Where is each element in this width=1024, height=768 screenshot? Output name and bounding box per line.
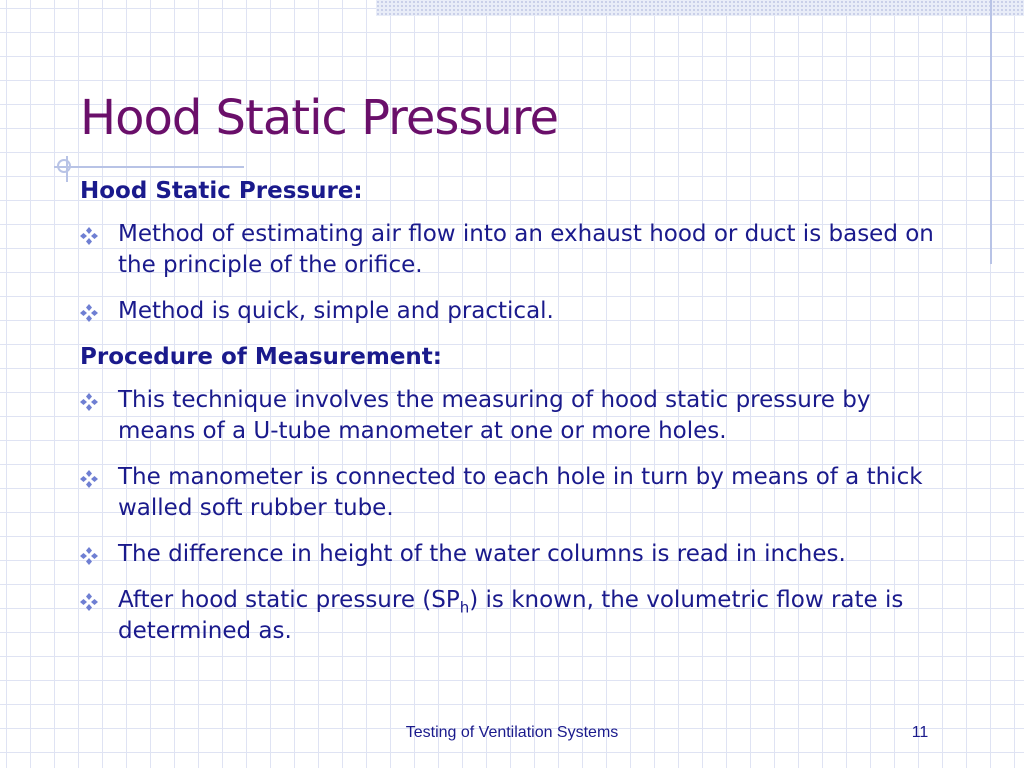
slide-title: Hood Static Pressure xyxy=(80,90,559,146)
bullet-text xyxy=(118,587,903,644)
four-diamond-bullet-icon xyxy=(80,393,98,411)
bullet-text-part: After hood static pressure (SP xyxy=(118,587,460,613)
subscript-h: h xyxy=(459,598,470,617)
bullet-item xyxy=(80,385,950,447)
bullet-text: Method of estimating air flow into an exhaust hood or duct is based on the principle of the orifice. xyxy=(118,221,934,278)
right-decorative-line xyxy=(990,0,992,264)
bullet-text: The difference in height of the water columns is read in inches. xyxy=(118,541,846,567)
bullet-item xyxy=(80,219,950,281)
four-diamond-bullet-icon xyxy=(80,304,98,322)
section-heading-procedure: Procedure of Measurement: xyxy=(80,344,442,370)
section-heading-hood-static-pressure: Hood Static Pressure: xyxy=(80,178,363,204)
bullet-item xyxy=(80,296,950,327)
bullet-text: This technique involves the measuring of hood static pressure by means of a U-tube manometer at one or more holes. xyxy=(118,387,871,444)
bullet-text: Method is quick, simple and practical. xyxy=(118,298,554,324)
bullet-text-part: ) is known, the volumetric flow rate is determined as. xyxy=(118,587,904,644)
bullet-item xyxy=(80,462,950,524)
bullet-item xyxy=(80,585,950,647)
four-diamond-bullet-icon xyxy=(80,470,98,488)
decorative-circle xyxy=(57,159,71,173)
four-diamond-bullet-icon xyxy=(80,227,98,245)
bullet-item xyxy=(80,539,950,570)
bullet-text: The manometer is connected to each hole in turn by means of a thick walled soft rubber tube. xyxy=(118,464,923,521)
four-diamond-bullet-icon xyxy=(80,593,98,611)
footer-text: Testing of Ventilation Systems xyxy=(405,724,619,741)
four-diamond-bullet-icon xyxy=(80,547,98,565)
title-underline xyxy=(54,166,244,168)
top-decorative-band xyxy=(376,0,1024,16)
slide-content xyxy=(80,172,950,662)
page-number: 11 xyxy=(911,724,929,741)
